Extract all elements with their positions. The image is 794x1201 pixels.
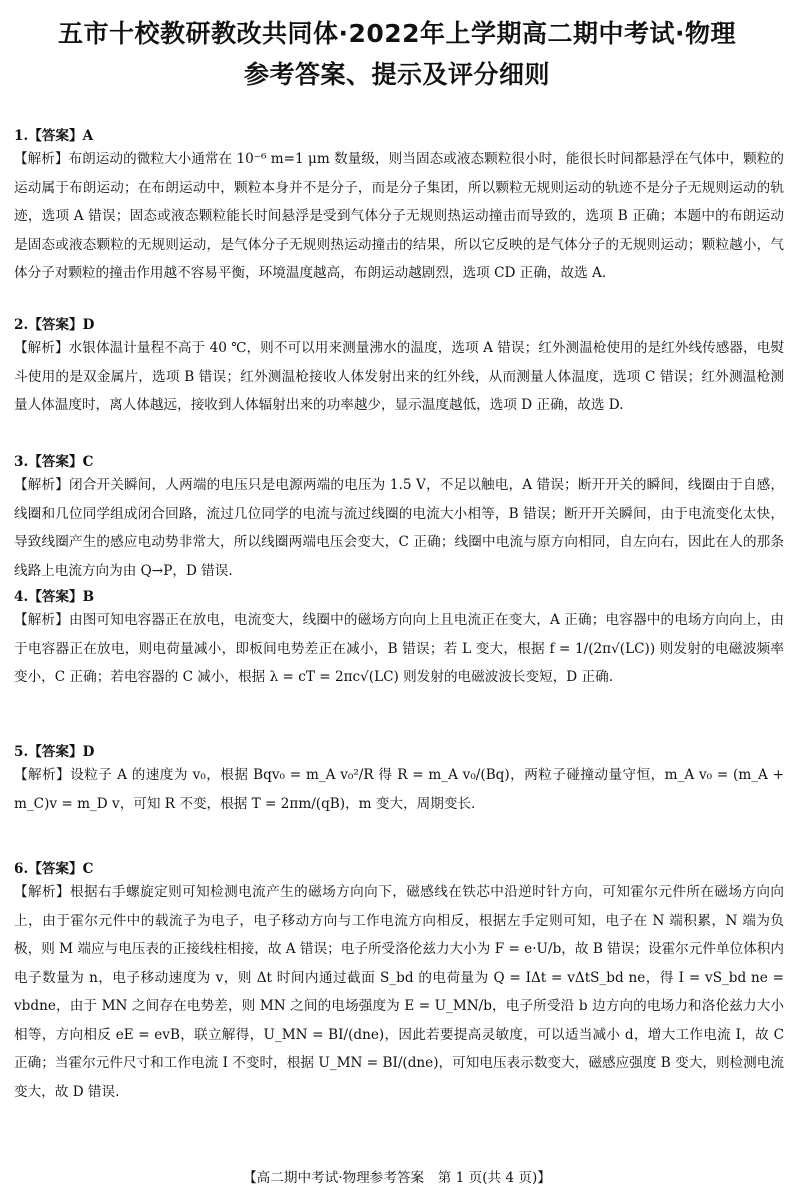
question-1-answer: 1.【答案】A <box>14 128 94 144</box>
question-5 <box>14 743 784 818</box>
question-6-answer: 6.【答案】C <box>14 861 94 877</box>
question-3 <box>14 453 784 585</box>
question-3-answer: 3.【答案】C <box>14 454 94 470</box>
page-title: 五市十校教研教改共同体·2022年上学期高二期中考试·物理 <box>57 19 737 48</box>
question-6 <box>14 860 784 1106</box>
page-subtitle: 参考答案、提示及评分细则 <box>243 60 550 89</box>
question-3-explanation: 【解析】闭合开关瞬间，人两端的电压只是电源两端的电压为 1.5 V，不足以触电，A 错误；断开开关的瞬间，线圈由于自感，线圈和几位同学组成闭合回路，流过几位同学的电流与流过线圈的电流大小相等，B 错误；断开开关瞬间，由于电流变化太快，导致线圈产生的感应电动势非常大，所以线圈两端电压会变大，C 正确；线圈中电流与原方向相同，自左向右，因此在人的那条线路上电流方向为由 Q→P，D 错误. <box>14 477 784 579</box>
question-5-answer: 5.【答案】D <box>14 744 95 760</box>
page-footer: 【高二期中考试·物理参考答案 第 1 页(共 4 页)】 <box>243 1170 551 1186</box>
question-4-answer: 4.【答案】B <box>14 589 95 605</box>
question-4-explanation: 【解析】由图可知电容器正在放电，电流变大，线圈中的磁场方向向上且电流正在变大，A 正确；电容器中的电场方向向上，由于电容器正在放电，则电荷量减小，即板间电势差正在减小，B 错误；若 L 变大，根据 f = 1/(2π√(LC)) 则发射的电磁波频率变小，C 正确；若电容器的 C 减小，根据 λ = cT = 2πc√(LC) 则发射的电磁波波长变短，D 正确. <box>14 612 784 685</box>
question-6-explanation: 【解析】根据右手螺旋定则可知检测电流产生的磁场方向向下，磁感线在铁芯中沿逆时针方向，可知霍尔元件所在磁场方向向上，由于霍尔元件中的载流子为电子，电子移动方向与工作电流方向相反，根据左手定则可知，电子在 N 端积累，N 端为负极，则 M 端应与电压表的正接线柱相接，故 A 错误；电子所受洛伦兹力大小为 F = e·U/b，故 B 错误；设霍尔元件单位体积内电子数量为 n，电子移动速度为 v，则 Δt 时间内通过截面 S_bd 的电荷量为 Q = IΔt = vΔtS_bd ne，得 I = vS_bd ne = vbdne，由于 MN 之间存在电势差，则 MN 之间的电场强度为 E = U_MN/b，电子所受沿 b 边方向的电场力和洛伦兹力大小相等，方向相反 eE = evB，联立解得，U_MN = BI/(dne)，因此若要提高灵敏度，可以适当减小 d，增大工作电流 I，故 C 正确；当霍尔元件尺寸和工作电流 I 不变时，根据 U_MN = BI/(dne)，可知电压表示数变大，磁感应强度 B 变大，则检测电流变大，故 D 错误. <box>14 884 784 1100</box>
question-2-answer: 2.【答案】D <box>14 317 95 333</box>
question-2-explanation: 【解析】水银体温计量程不高于 40 ℃，则不可以用来测量沸水的温度，选项 A 错误；红外测温枪使用的是红外线传感器，电熨斗使用的是双金属片，选项 B 错误；红外测温枪接收人体发射出来的红外线，从而测量人体温度，选项 C 错误；红外测温枪测量人体温度时，离人体越远，接收到人体辐射出来的功率越少，显示温度越低，选项 D 正确，故选 D. <box>14 340 784 413</box>
question-1-explanation: 【解析】布朗运动的微粒大小通常在 10⁻⁶ m=1 μm 数量级，则当固态或液态颗粒很小时，能很长时间都悬浮在气体中，颗粒的运动属于布朗运动；在布朗运动中，颗粒本身并不是分子，而是分子集团，所以颗粒无规则运动的轨迹不是分子无规则运动的轨迹，选项 A 错误；固态或液态颗粒能长时间悬浮是受到气体分子无规则热运动撞击而导致的，选项 B 正确；本题中的布朗运动是固态或液态颗粒的无规则运动，是气体分子无规则热运动撞击的结果，所以它反映的是气体分子的无规则运动；颗粒越小，气体分子对颗粒的撞击作用越不容易平衡，环境温度越高，布朗运动越剧烈，选项 CD 正确，故选 A. <box>14 151 784 281</box>
question-4 <box>14 588 784 692</box>
question-2 <box>14 316 784 420</box>
question-5-explanation: 【解析】设粒子 A 的速度为 v₀，根据 Bqv₀ = m_A v₀²/R 得 R = m_A v₀/(Bq)，两粒子碰撞动量守恒，m_A v₀ = (m_A + m_C)v = m_D v，可知 R 不变，根据 T = 2πm/(qB)，m 变大，周期变长. <box>14 767 784 812</box>
question-1 <box>14 127 784 288</box>
